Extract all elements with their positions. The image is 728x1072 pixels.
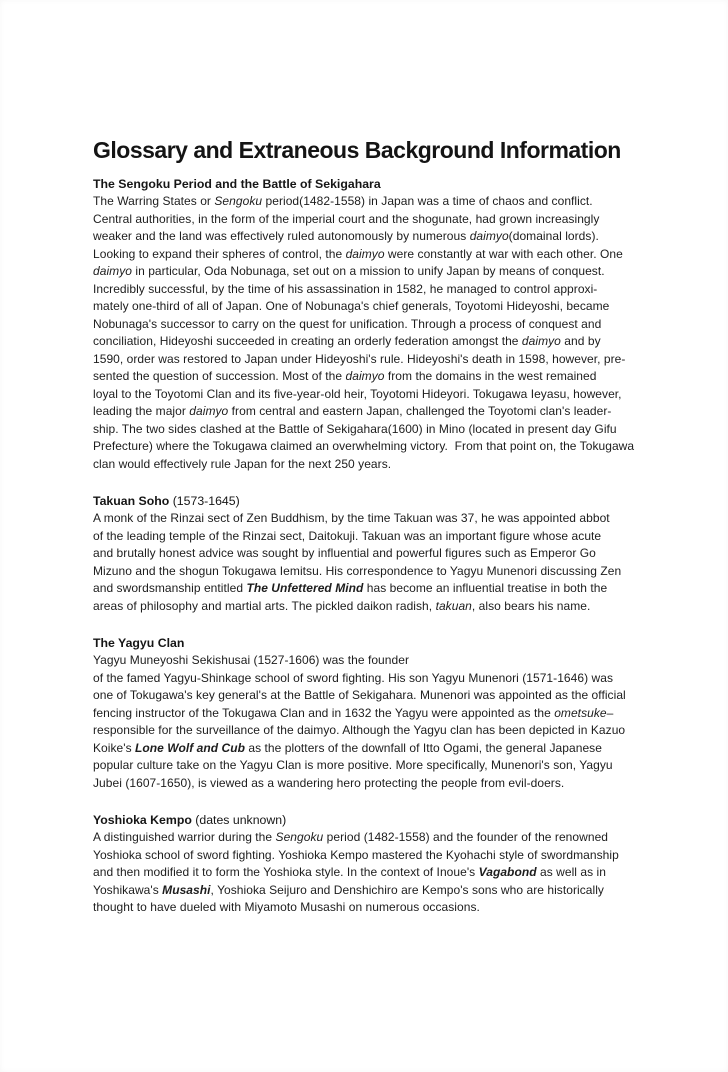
- text-line: responsible for the surveillance of the daimyo. Although the Yagyu clan has been depicted in Kazuo: [93, 723, 626, 737]
- text-line: one of Tokugawa's key general's at the Battle of Sekigahara. Munenori was appointed as the official: [93, 688, 626, 702]
- text-line: and brutally honest advice was sought by influential and powerful figures such as Emperor Go: [93, 546, 596, 560]
- text-line: sented the question of succession. Most of the daimyo from the domains in the west remained: [93, 369, 597, 383]
- text-line: and then modified it to form the Yoshioka style. In the context of Inoue's Vagabond as well as in: [93, 865, 606, 879]
- text-line: fencing instructor of the Tokugawa Clan and in 1632 the Yagyu were appointed as the ometsuke–: [93, 705, 614, 720]
- section-heading-term: The Yagyu Clan: [93, 636, 185, 650]
- glossary-section: [93, 812, 645, 917]
- text-line: clan would effectively rule Japan for the next 250 years.: [93, 456, 392, 471]
- text-line: Looking to expand their spheres of control, the daimyo were constantly at war with each other. One: [93, 246, 623, 261]
- text-line: thought to have dueled with Miyamoto Musashi on numerous occasions.: [93, 900, 480, 914]
- text-line: and swordsmanship entitled The Unfettered Mind has become an influential treatise in both the: [93, 581, 608, 595]
- text-line: Yoshioka school of sword fighting. Yoshioka Kempo mastered the Kyohachi style of swordmanship: [93, 847, 619, 862]
- section-heading-detail: (dates unknown): [191, 813, 287, 827]
- section-heading: [93, 635, 645, 652]
- section-heading: [93, 176, 645, 193]
- section-heading-term: The Sengoku Period and the Battle of Sekigahara: [93, 177, 381, 191]
- text-line: A distinguished warrior during the Sengoku period (1482-1558) and the founder of the renowned: [93, 830, 609, 844]
- section-heading: [93, 812, 645, 829]
- text-line: daimyo in particular, Oda Nobunaga, set out on a mission to unify Japan by means of conquest.: [93, 264, 605, 278]
- glossary-section: [93, 635, 645, 792]
- glossary-sections: [93, 176, 645, 917]
- text-line: A monk of the Rinzai sect of Zen Buddhism, by the time Takuan was 37, he was appointed abbot: [93, 511, 610, 525]
- glossary-section: [93, 176, 645, 473]
- text-line: Mizuno and the shogun Tokugawa Iemitsu. His correspondence to Yagyu Munenori discussing Zen: [93, 563, 622, 578]
- text-line: The Warring States or Sengoku period(1482-1558) in Japan was a time of chaos and conflict.: [93, 194, 593, 208]
- text-line: popular culture take on the Yagyu Clan is more positive. More specifically, Munenori's son, Yagyu: [93, 758, 613, 772]
- text-line: Prefecture) where the Tokugawa claimed an overwhelming victory. From that point on, the Tokugawa: [93, 439, 635, 453]
- section-heading-term: Takuan Soho: [93, 494, 170, 508]
- section-heading-term: Yoshioka Kempo: [93, 813, 192, 827]
- text-line: of the leading temple of the Rinzai sect, Daitokuji. Takuan was an important figure whose acute: [93, 528, 602, 543]
- text-line: Yagyu Muneyoshi Sekishusai (1527-1606) was the founder: [93, 653, 410, 667]
- glossary-section: [93, 493, 645, 615]
- page-title: Glossary and Extraneous Background Information: [93, 137, 621, 163]
- text-line: Jubei (1607-1650), is viewed as a wandering hero protecting the people from evil-doers.: [93, 775, 565, 790]
- text-line: Incredibly successful, by the time of his assassination in 1582, he managed to control approxi-: [93, 281, 598, 296]
- text-line: Central authorities, in the form of the imperial court and the shogunate, had grown increasingly: [93, 211, 600, 226]
- text-line: Yoshikawa's Musashi, Yoshioka Seijuro and Denshichiro are Kempo's sons who are historically: [93, 882, 604, 897]
- section-heading: [93, 493, 645, 510]
- text-line: ship. The two sides clashed at the Battle of Sekigahara(1600) in Mino (located in present day Gifu: [93, 421, 617, 436]
- text-line: weaker and the land was effectively ruled autonomously by numerous daimyo(domainal lords).: [93, 229, 599, 243]
- text-line: Nobunaga's successor to carry on the quest for unification. Through a process of conquest and: [93, 316, 602, 331]
- text-line: loyal to the Toyotomi Clan and its five-year-old heir, Toyotomi Hideyori. Tokugawa Ieyasu, however,: [93, 386, 622, 401]
- text-line: 1590, order was restored to Japan under Hideyoshi's rule. Hideyoshi's death in 1598, however, pre-: [93, 351, 626, 366]
- text-line: areas of philosophy and martial arts. The pickled daikon radish, takuan, also bears his name.: [93, 598, 591, 613]
- text-line: of the famed Yagyu-Shinkage school of sword fighting. His son Yagyu Munenori (1571-1646) was: [93, 670, 614, 685]
- text-line: conciliation, Hideyoshi succeeded in creating an orderly federation amongst the daimyo and by: [93, 334, 601, 348]
- page-content: [93, 137, 645, 917]
- text-line: leading the major daimyo from central and eastern Japan, challenged the Toyotomi clan's leader-: [93, 404, 612, 418]
- text-line: mately one-third of all of Japan. One of Nobunaga's chief generals, Toyotomi Hideyoshi, became: [93, 299, 610, 313]
- section-heading-detail: (1573-1645): [169, 494, 240, 508]
- text-line: Koike's Lone Wolf and Cub as the plotters of the downfall of Itto Ogami, the general Japanese: [93, 740, 602, 755]
